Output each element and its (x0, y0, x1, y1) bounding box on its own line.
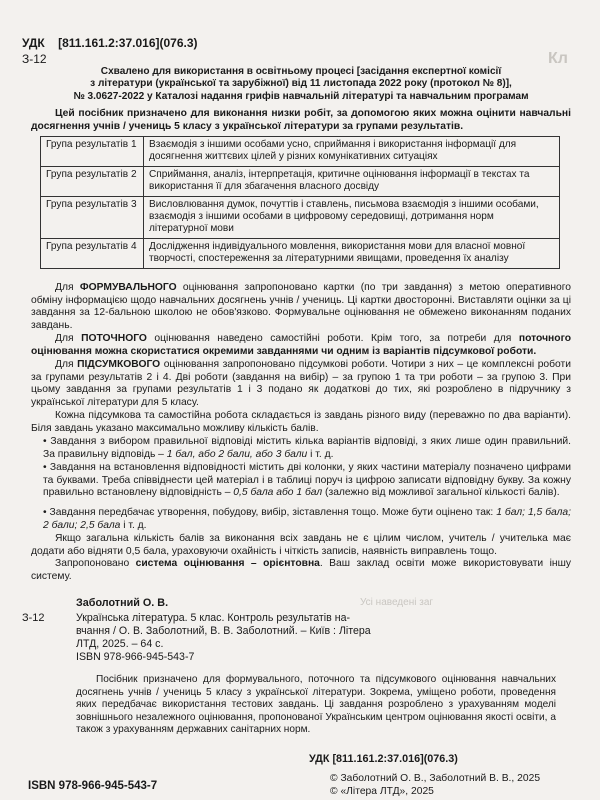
result-group-row (41, 238, 560, 268)
copyright-publisher: © «Літера ЛТД», 2025 (330, 786, 434, 797)
bullet-match: • Завдання на встановлення відповідності містить дві колонки, у яких частини матеріалу позначено цифрами та буквами. Треба співвіднести цей матеріал і в таблиці поруч із цифрою записати відповідну букву. За кожну правильно встановлену відповідність – 0,5 бала або 1 бал (залежно від можливої загальної кількості балів). (43, 462, 571, 499)
udk-code: [811.161.2:37.016](076.3) (58, 36, 198, 50)
udk-header (22, 36, 198, 50)
bib-line: вчання / О. В. Заболотний, В. В. Заболотний. – Київ : Літера (76, 625, 371, 637)
current-term: ПОТОЧНОГО (81, 333, 147, 344)
approval-line: № 3.0627-2022 у Каталозі надання грифів навчальній літературі та навчальним програмам (73, 90, 529, 102)
bleed-through-text: Кл (548, 50, 568, 67)
result-group-description: Сприймання, аналіз, інтерпретація, критичне оцінювання інформації в текстах та використання її для збагачення власного досвіду (144, 166, 560, 196)
formative-term: ФОРМУВАЛЬНОГО (79, 282, 177, 293)
bib-mark: З-12 (22, 612, 45, 624)
result-group-description: Взаємодія з іншими особами усно, сприймання і використання інформації для досягнення життєвих цілей у різних комунікативних ситуаціях (144, 137, 560, 167)
bib-isbn: ISBN 978-966-945-543-7 (76, 651, 195, 663)
result-group-row (41, 196, 560, 238)
approval-statement (66, 66, 536, 103)
result-group-name: Група результатів 2 (41, 166, 144, 196)
current-paragraph: Для ПОТОЧНОГО оцінювання наведено самостійні роботи. Крім того, за потреби для поточного оцінювання можна скористатися окремими завданнями чи одним із варіантів підсумкової роботи. (31, 333, 572, 357)
variants-paragraph: Кожна підсумкова та самостійна робота складається із завдань різного виду (переважно по два варіанти). Біля завдань указано максимально можливу кількість балів. (31, 410, 571, 434)
final-paragraph: Для ПІДСУМКОВОГО оцінювання запропоновано підсумкові роботи. Чотири з них – це комплексні роботи за групами результатів 2 і 4. Дві роботи (завдання на вибір) – за групою 1 та три роботи – за групою 3. При цьому завдання за групами результатів 1 і 3 подано як додаткові до тих, які розроблено в підручнику з української літератури для 5 класу. (31, 359, 572, 408)
result-group-name: Група результатів 3 (41, 196, 144, 238)
bullet-open: • Завдання передбачає утворення, побудову, вибір, зіставлення тощо. Може бути оцінено так: 1 бал; 1,5 бала; 2 бали; 2,5 бала і т. д. (43, 507, 571, 531)
approval-line: Схвалено для використання в освітньому процесі [засідання експертної комісії (100, 66, 502, 77)
approval-line: з літератури (української та зарубіжної) від 11 листопада 2022 року (протокол № 8)], (90, 78, 512, 90)
system-emphasis: система оцінювання – орієнтовна (135, 558, 320, 569)
udk-label: УДК (22, 36, 45, 50)
bib-line: ЛТД, 2025. – 64 с. (76, 638, 164, 650)
result-group-description: Дослідження індивідуального мовлення, використання мови для власної мовної творчості, спостереження за літературними явищами, проведення їх аналізу (144, 238, 560, 268)
current-emphasis: поточного оцінювання можна скористатися окремими завданнями чи одним із варіантів підсумкової роботи. (31, 333, 572, 357)
bib-author: Заболотний О. В. (76, 597, 169, 609)
intro-paragraph: Цей посібник призначено для виконання низки робіт, за допомогою яких можна оцінити навчальні досягнення учнів / учениць 5 класу з української літератури за групами результатів. (31, 108, 571, 132)
result-groups-table (40, 136, 560, 269)
result-group-name: Група результатів 4 (41, 238, 144, 268)
final-term: ПІДСУМКОВОГО (77, 359, 161, 370)
udk-bottom: УДК [811.161.2:37.016](076.3) (309, 753, 458, 765)
system-paragraph: Запропоновано система оцінювання – орієнтовна. Ваш заклад освіти може використовувати іншу систему. (31, 558, 571, 582)
copyright-authors: © Заболотний О. В., Заболотний В. В., 2025 (330, 773, 541, 784)
bib-line: Українська література. 5 клас. Контроль результатів на- (76, 612, 350, 624)
rounding-paragraph: Якщо загальна кількість балів за виконання всіх завдань не є цілим числом, учитель / учителька має додати або відняти 0,5 бала, ураховуючи охайність і чіткість записів, наявність виправлень тощо. (31, 533, 571, 557)
bullet-choice: • Завдання з вибором правильної відповіді містить кілька варіантів відповіді, з яких лише один правильний. За правильну відповідь – 1 бал, або 2 бали, або 3 бали і т. д. (43, 436, 571, 460)
bleed-through-text: Усі наведені заг (360, 597, 434, 608)
formative-paragraph: Для ФОРМУВАЛЬНОГО оцінювання запропоновано картки (по три завдання) з метою оперативного обміну інформацією щодо навчальних досягнень учнів / учениць. Ці картки двосторонні. Виставляти оцінки за ці завдання за 12-бальною школою не обов'язково. Формувальне оцінювання не обмежено виконанням поданих завдань. (31, 282, 572, 331)
result-group-description: Висловлювання думок, почуттів і ставлень, письмова взаємодія з іншими особами, взаємодія з іншими особами в цифровому середовищі, дотримання норм літературної мови (144, 196, 560, 238)
author-mark: З-12 (22, 52, 47, 66)
result-group-row (41, 166, 560, 196)
result-group-row (41, 137, 560, 167)
copyright-block (330, 772, 540, 798)
footer-isbn: ISBN 978-966-945-543-7 (28, 780, 158, 792)
result-group-name: Група результатів 1 (41, 137, 144, 167)
annotation-paragraph: Посібник призначено для формувального, поточного та підсумкового оцінювання навчальних досягнень учнів / учениць 5 класу з української літератури. Зокрема, уміщено роботи, проведення яких передбачає використання тестових завдань. Ці завдання розроблено з урахуванням моделі зовнішнього незалежного оцінювання, пропонованої Українським центром оцінювання якості освіти, а також з урахуванням державних санітарних норм. (76, 674, 556, 736)
bib-description (76, 612, 576, 664)
